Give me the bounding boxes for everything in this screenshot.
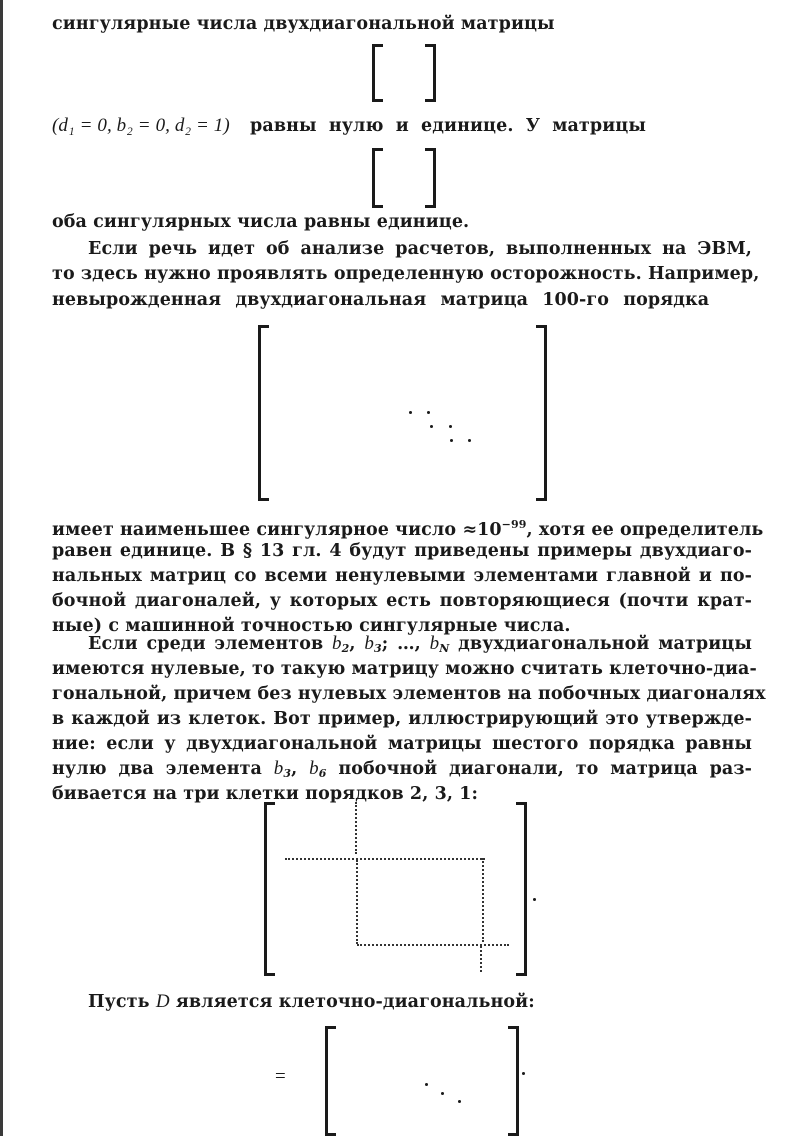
text-span: побочной диагонали, то матрица раз-	[338, 759, 752, 779]
text-line: ние: если у двухдиагональной матрицы шестого порядка равны	[52, 734, 752, 754]
text-line: невырожденная двухдиагональная матрица 100-го порядка	[52, 290, 710, 310]
text-line	[88, 990, 788, 1014]
text-line	[52, 114, 752, 138]
left-bracket	[325, 1026, 336, 1136]
math-b2: $b_2$,	[332, 633, 356, 655]
text-span: равны нулю и единице. У матрицы	[250, 116, 646, 136]
math-b6: $b_6$	[309, 758, 327, 780]
text-line: то здесь нужно проявлять определенную осторожность. Например,	[52, 264, 760, 284]
right-bracket	[425, 148, 436, 208]
matrix-lhs: =	[275, 1066, 286, 1087]
math-D: D	[155, 991, 170, 1012]
exponent: −99	[501, 518, 527, 531]
block-divider	[482, 858, 484, 942]
text-span: является клеточно-диагональной:	[175, 992, 535, 1012]
block-divider	[356, 860, 358, 944]
period-dot	[533, 898, 536, 901]
right-bracket	[516, 802, 527, 976]
right-bracket	[536, 325, 547, 501]
ellipsis-dot	[450, 439, 453, 442]
left-bracket	[258, 325, 269, 501]
text-line: нальных матриц со всеми ненулевыми элементами главной и по-	[52, 566, 752, 586]
ellipsis-dot	[427, 411, 430, 414]
text-line: бочной диагоналей, у которых есть повторяющиеся (почти крат-	[52, 591, 752, 611]
text-line	[52, 513, 764, 542]
left-bracket	[372, 148, 383, 208]
text-span: Если среди элементов	[88, 634, 324, 654]
period-dot	[522, 1072, 525, 1075]
block-divider	[285, 858, 485, 860]
ellipsis-dot	[409, 411, 412, 414]
text-line: ные) с машинной точностью сингулярные числа.	[52, 616, 571, 636]
text-span: Пусть	[88, 992, 150, 1012]
text-span: нулю два элемента	[52, 759, 262, 779]
math-b3: $b_3$;	[364, 633, 389, 655]
text-line: гональной, причем без нулевых элементов на побочных диагоналях	[52, 684, 766, 704]
ellipsis-dot	[449, 425, 452, 428]
math-b3: $b_3$,	[273, 758, 298, 780]
text-line: Если речь идет об анализе расчетов, выполненных на ЭВМ,	[88, 239, 752, 259]
ellipsis-dot	[468, 439, 471, 442]
right-bracket	[508, 1026, 519, 1136]
text-line: имеются нулевые, то такую матрицу можно считать клеточно-диа-	[52, 659, 757, 679]
left-bracket	[264, 802, 275, 976]
params-expression: (d₁ = 0, b₂ = 0, d₂ = 1)	[52, 115, 230, 136]
text-line: бивается на три клетки порядков 2, 3, 1:	[52, 784, 479, 804]
page-edge	[0, 0, 3, 1136]
text-line: сингулярные числа двухдиагональной матрицы	[52, 14, 555, 34]
block-divider	[480, 946, 482, 972]
ellipsis-dot	[425, 1083, 428, 1086]
ellipsis-dot	[441, 1092, 444, 1095]
math-ellipsis: …,	[397, 634, 421, 654]
block-divider	[357, 944, 509, 946]
ellipsis-dot	[458, 1100, 461, 1103]
left-bracket	[372, 44, 383, 102]
text-span: имеет наименьшее сингулярное число ≈10	[52, 519, 502, 540]
text-line: оба сингулярных числа равны единице.	[52, 212, 470, 232]
block-divider	[355, 802, 357, 854]
text-line: в каждой из клеток. Вот пример, иллюстрирующий это утвержде-	[52, 709, 752, 729]
right-bracket	[425, 44, 436, 102]
text-line: равен единице. В § 13 гл. 4 будут приведены примеры двухдиаго-	[52, 541, 752, 561]
math-bN: $b_N$	[429, 633, 450, 655]
ellipsis-dot	[430, 425, 433, 428]
text-span: двухдиагональной матрицы	[458, 634, 752, 654]
text-span: , хотя ее определитель	[526, 519, 764, 540]
